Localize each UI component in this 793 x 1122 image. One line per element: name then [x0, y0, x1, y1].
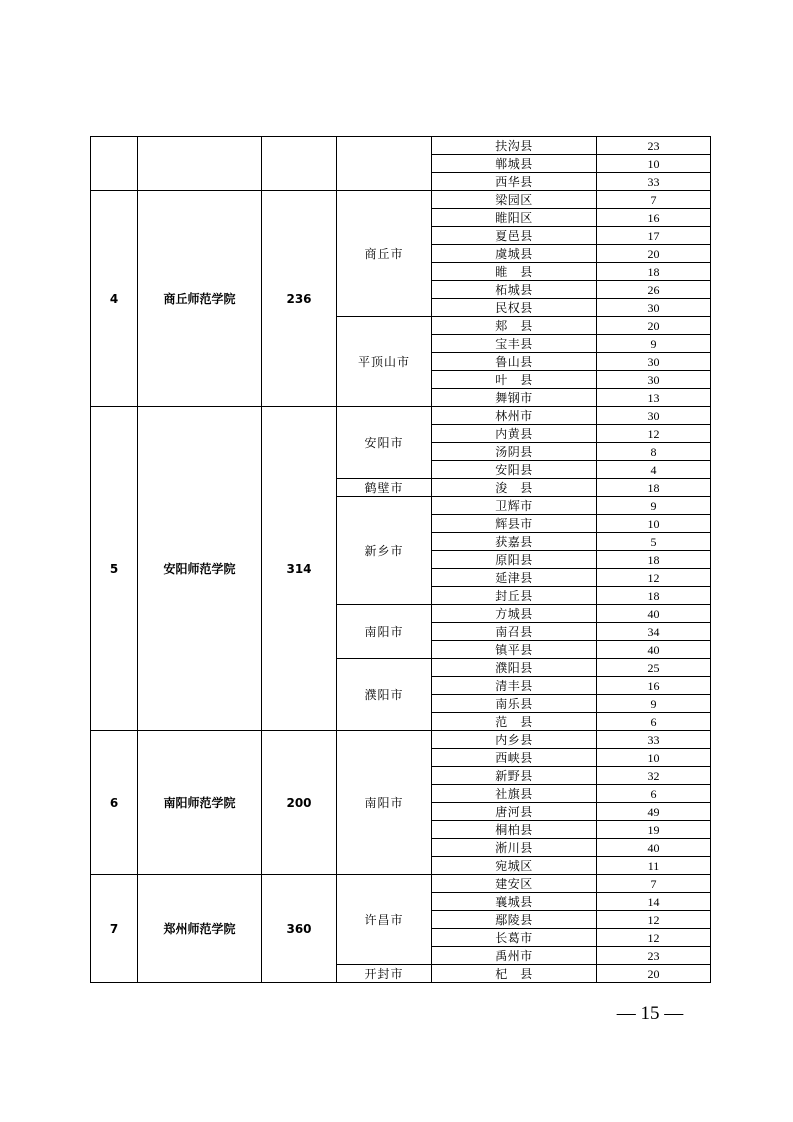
county-cell: 宝丰县 [432, 335, 597, 353]
quota-cell: 18 [597, 587, 711, 605]
county-cell: 淅川县 [432, 839, 597, 857]
county-cell: 新野县 [432, 767, 597, 785]
county-cell: 杞 县 [432, 965, 597, 983]
county-cell: 清丰县 [432, 677, 597, 695]
quota-cell: 14 [597, 893, 711, 911]
college-total: 360 [262, 875, 337, 983]
county-cell: 浚 县 [432, 479, 597, 497]
page-number: — 15 — [616, 1003, 684, 1024]
quota-cell: 10 [597, 749, 711, 767]
quota-cell: 20 [597, 965, 711, 983]
college-name: 南阳师范学院 [138, 731, 262, 875]
table-row [91, 137, 711, 155]
county-cell: 夏邑县 [432, 227, 597, 245]
quota-cell: 33 [597, 731, 711, 749]
college-total: 236 [262, 191, 337, 407]
college-name: 商丘师范学院 [138, 191, 262, 407]
quota-cell: 7 [597, 875, 711, 893]
city-name: 商丘市 [337, 191, 432, 317]
quota-cell: 32 [597, 767, 711, 785]
city-name: 南阳市 [337, 605, 432, 659]
county-cell: 社旗县 [432, 785, 597, 803]
county-cell: 民权县 [432, 299, 597, 317]
city-name: 鹤壁市 [337, 479, 432, 497]
quota-cell: 18 [597, 479, 711, 497]
college-name: 安阳师范学院 [138, 407, 262, 731]
quota-cell: 33 [597, 173, 711, 191]
county-cell: 长葛市 [432, 929, 597, 947]
county-cell: 南召县 [432, 623, 597, 641]
county-cell: 柘城县 [432, 281, 597, 299]
county-cell: 西华县 [432, 173, 597, 191]
quota-cell: 40 [597, 641, 711, 659]
county-cell: 汤阴县 [432, 443, 597, 461]
quota-cell: 17 [597, 227, 711, 245]
quota-cell: 26 [597, 281, 711, 299]
quota-cell: 8 [597, 443, 711, 461]
quota-cell: 20 [597, 245, 711, 263]
table-row [91, 407, 711, 425]
college-index: 6 [91, 731, 138, 875]
county-cell: 延津县 [432, 569, 597, 587]
quota-cell: 7 [597, 191, 711, 209]
city-name: 新乡市 [337, 497, 432, 605]
city-name: 南阳市 [337, 731, 432, 875]
college-total: 200 [262, 731, 337, 875]
county-cell: 获嘉县 [432, 533, 597, 551]
county-cell: 方城县 [432, 605, 597, 623]
quota-cell: 12 [597, 425, 711, 443]
county-cell: 林州市 [432, 407, 597, 425]
county-cell: 安阳县 [432, 461, 597, 479]
table-row [91, 731, 711, 749]
quota-cell: 23 [597, 947, 711, 965]
quota-cell: 16 [597, 677, 711, 695]
quota-cell: 49 [597, 803, 711, 821]
county-cell: 镇平县 [432, 641, 597, 659]
quota-cell: 16 [597, 209, 711, 227]
city-name: 平顶山市 [337, 317, 432, 407]
county-cell: 扶沟县 [432, 137, 597, 155]
quota-cell: 40 [597, 605, 711, 623]
county-cell: 原阳县 [432, 551, 597, 569]
college-cell [138, 137, 262, 191]
college-index: 4 [91, 191, 138, 407]
index-cell [91, 137, 138, 191]
quota-cell: 20 [597, 317, 711, 335]
county-cell: 西峡县 [432, 749, 597, 767]
county-cell: 虞城县 [432, 245, 597, 263]
city-name: 开封市 [337, 965, 432, 983]
county-cell: 鲁山县 [432, 353, 597, 371]
county-cell: 郏 县 [432, 317, 597, 335]
allocation-table [90, 136, 711, 983]
county-cell: 舞钢市 [432, 389, 597, 407]
county-cell: 辉县市 [432, 515, 597, 533]
quota-cell: 6 [597, 785, 711, 803]
college-index: 7 [91, 875, 138, 983]
college-name: 郑州师范学院 [138, 875, 262, 983]
quota-cell: 9 [597, 335, 711, 353]
table-body [91, 137, 711, 983]
county-cell: 睢阳区 [432, 209, 597, 227]
county-cell: 桐柏县 [432, 821, 597, 839]
quota-cell: 5 [597, 533, 711, 551]
quota-cell: 12 [597, 569, 711, 587]
county-cell: 宛城区 [432, 857, 597, 875]
county-cell: 内乡县 [432, 731, 597, 749]
quota-cell: 4 [597, 461, 711, 479]
quota-cell: 25 [597, 659, 711, 677]
quota-cell: 6 [597, 713, 711, 731]
county-cell: 襄城县 [432, 893, 597, 911]
quota-cell: 12 [597, 911, 711, 929]
quota-cell: 30 [597, 299, 711, 317]
county-cell: 濮阳县 [432, 659, 597, 677]
college-total: 314 [262, 407, 337, 731]
quota-cell: 10 [597, 515, 711, 533]
quota-cell: 18 [597, 263, 711, 281]
county-cell: 禹州市 [432, 947, 597, 965]
quota-cell: 40 [597, 839, 711, 857]
city-cell [337, 137, 432, 191]
total-cell [262, 137, 337, 191]
county-cell: 卫辉市 [432, 497, 597, 515]
quota-cell: 30 [597, 407, 711, 425]
city-name: 许昌市 [337, 875, 432, 965]
quota-cell: 30 [597, 353, 711, 371]
quota-cell: 30 [597, 371, 711, 389]
table-row [91, 875, 711, 893]
quota-cell: 9 [597, 497, 711, 515]
quota-cell: 13 [597, 389, 711, 407]
quota-cell: 10 [597, 155, 711, 173]
county-cell: 睢 县 [432, 263, 597, 281]
county-cell: 范 县 [432, 713, 597, 731]
county-cell: 建安区 [432, 875, 597, 893]
county-cell: 封丘县 [432, 587, 597, 605]
county-cell: 鄢陵县 [432, 911, 597, 929]
county-cell: 南乐县 [432, 695, 597, 713]
quota-cell: 9 [597, 695, 711, 713]
quota-cell: 34 [597, 623, 711, 641]
quota-cell: 19 [597, 821, 711, 839]
college-index: 5 [91, 407, 138, 731]
city-name: 安阳市 [337, 407, 432, 479]
quota-cell: 11 [597, 857, 711, 875]
county-cell: 叶 县 [432, 371, 597, 389]
city-name: 濮阳市 [337, 659, 432, 731]
county-cell: 梁园区 [432, 191, 597, 209]
quota-cell: 23 [597, 137, 711, 155]
county-cell: 郸城县 [432, 155, 597, 173]
county-cell: 唐河县 [432, 803, 597, 821]
county-cell: 内黄县 [432, 425, 597, 443]
quota-cell: 18 [597, 551, 711, 569]
quota-cell: 12 [597, 929, 711, 947]
table-row [91, 191, 711, 209]
